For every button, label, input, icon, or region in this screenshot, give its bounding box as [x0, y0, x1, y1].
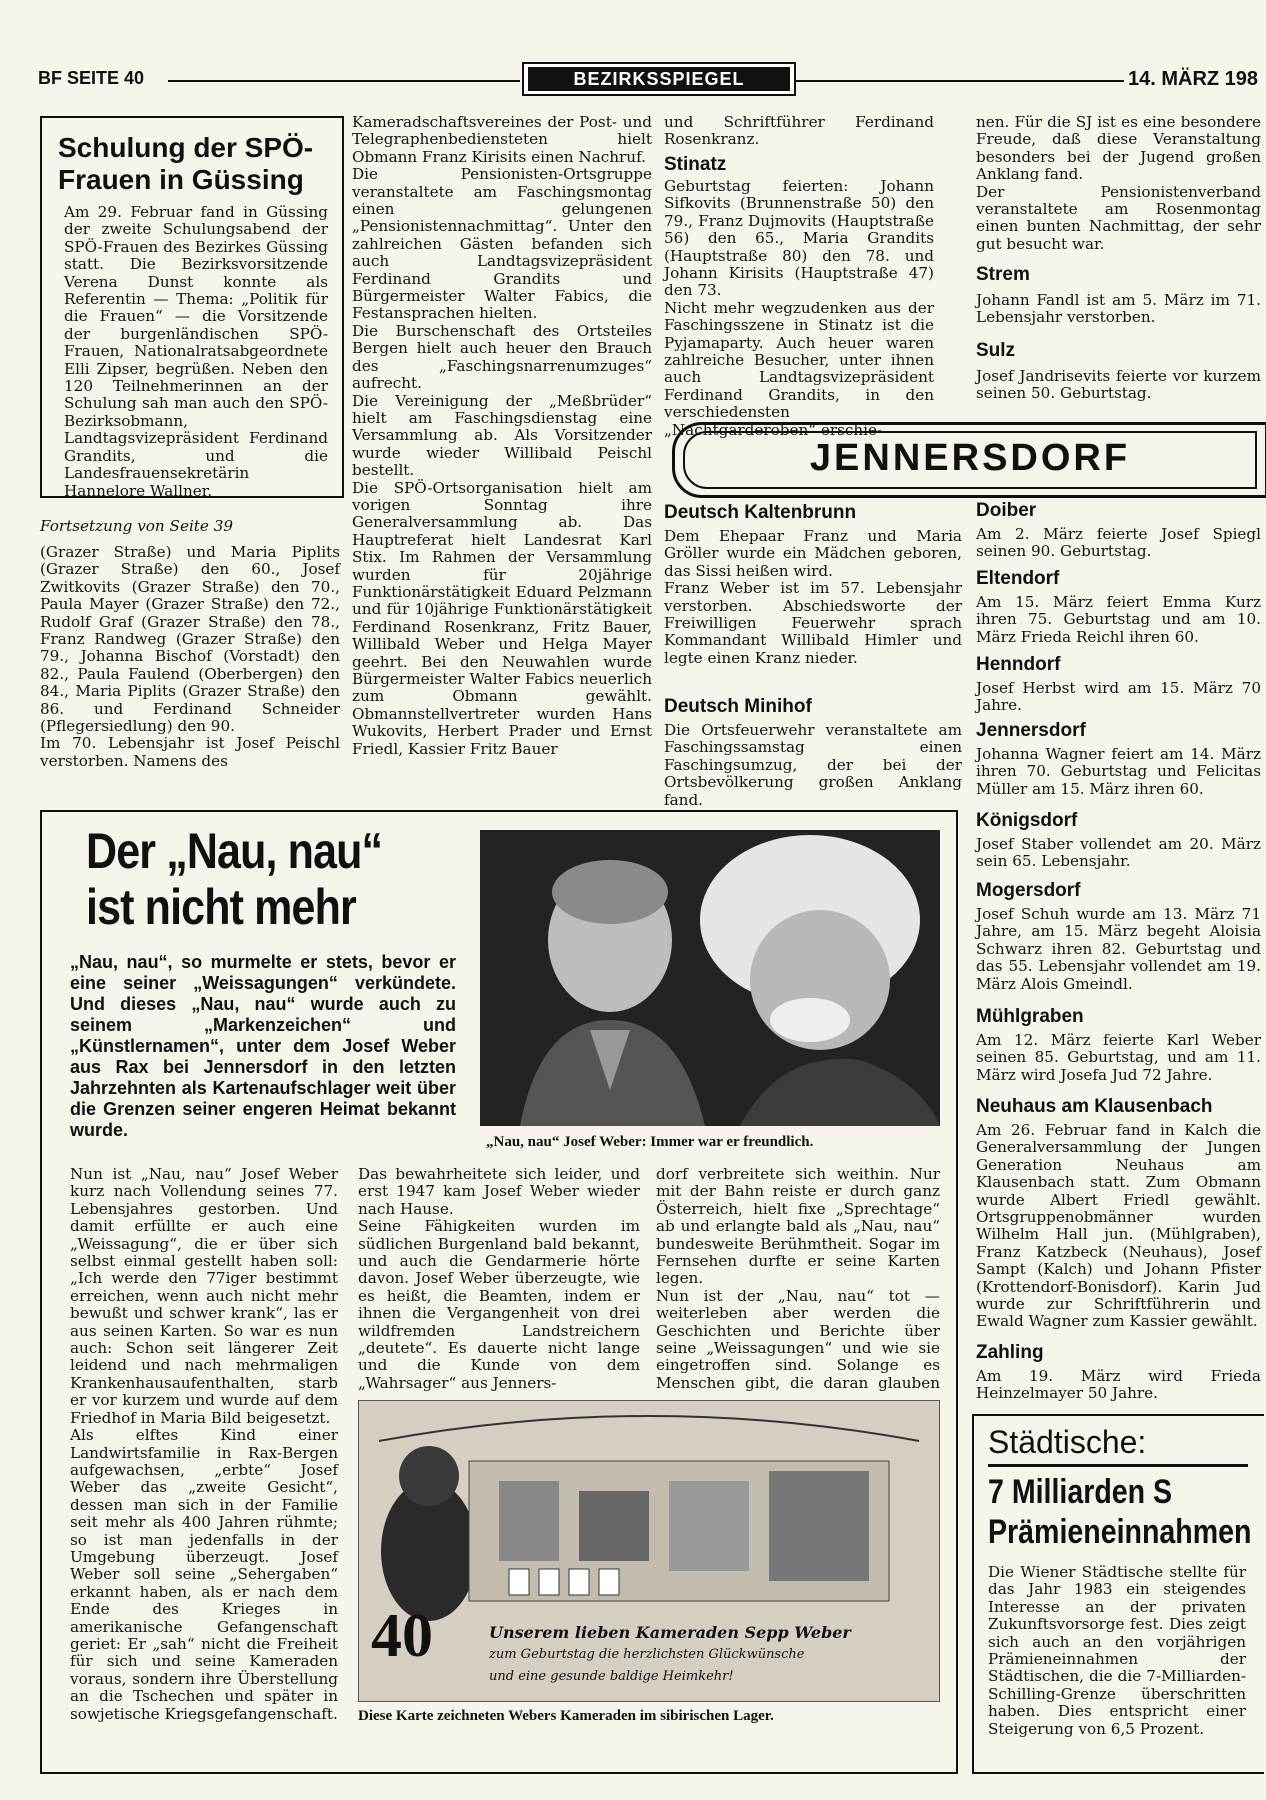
feature-headline-line2: ist nicht mehr	[86, 879, 356, 935]
jennersdorf-text: Johanna Wagner feiert am 14. März ihren 70. Geburtstag und Felicitas Müller am 15. März ihren 60.	[976, 745, 1261, 798]
page-number: BF SEITE 40	[38, 68, 145, 88]
feature-lead: „Nau, nau“, so murmelte er stets, bevor er eine seiner „Weissagungen“ verkündete. Und dieses „Nau, nau“ wurde auch zu seinem „Markenzeichen“ und „Künstlernamen“, unter dem Josef Weber aus Rax bei Jennersdorf in den letzten Jahrzehnten als Kartenaufschlager weit über die Grenzen seiner engeren Heimat bekannt wurde.	[70, 952, 456, 1140]
col4-intro: nen. Für die SJ ist es eine besondere Freude, daß diese Veranstaltung besonders bei der Jugend großen Anklang fand. Der Pensionistenverband veranstaltete am Rosenmontag einen bunten Nachmittag, der sehr gut besucht war.	[976, 113, 1261, 253]
header-rule-right	[794, 80, 1124, 82]
schulung-headline: Schulung der SPÖ-Frauen in Güssing	[58, 132, 314, 195]
jennersdorf-banner	[672, 422, 1266, 498]
section-label-box	[522, 62, 796, 96]
mogersdorf-heading: Mogersdorf	[976, 880, 1081, 901]
staedtische-headline-2: Prämieneinnahmen	[988, 1513, 1252, 1551]
zahling-text: Am 19. März wird Frieda Heinzelmayer 50 Jahre.	[976, 1367, 1261, 1403]
neuhaus-text: Am 26. Februar fand in Kalch die Generalversammlung der Jungen Generation Neuhaus am Klausenbach statt. Zum Obmann wurde Albert Friedl gewählt. Ortsgruppenobmänner wurden Wilhelm Hall jun. (Mühlgraben), Franz Katzbeck (Neuhaus), Josef Sampt (Kalch) und Johann Pfister (Krottendorf-Bonisdorf). Karin Jud wurde zur Schriftführerin und Ewald Wagner zum Kassier gewählt.	[976, 1121, 1261, 1331]
koenigsdorf-heading: Königsdorf	[976, 810, 1078, 831]
feature-col1: Nun ist „Nau, nau“ Josef Weber kurz nach Vollendung seines 77. Lebensjahres gestorben. Und damit erfüllte er auch eine „Weissagung“, die er über sich selbst einmal gestellt haben soll: „Ich werde den 77iger bestimmt erreichen, wenn auch nicht mehr bewußt und schwer krank“, las er aus seinen Karten. So war es nun auch: Schon seit längerer Zeit leidend und nach mehrmaligen Krankenhausaufenthalten, starb er vor kurzem und wurde auf dem Friedhof in Maria Bild beigesetzt. Als elftes Kind einer Landwirtsfamilie in Rax-Bergen aufgewachsen, „erbte“ Josef Weber das „zweite Gesicht“, dessen man sich in der Familie seit mehr als 400 Jahren rühmte; so ist man jedenfalls in der Umgebung überzeugt. Josef Weber soll seine „Sehergaben“ erkannt haben, als er nach dem Ende des Krieges in amerikanische Gefangenschaft geriet: Er „sah“ nicht die Freiheit für sich und seine Kameraden voraus, sondern ihre Überstellung an die Tschechen und später in sowjetische Kriegsgefangenschaft.	[70, 1165, 338, 1723]
schulung-text: Am 29. Februar fand in Güssing der zweite Schulungsabend der SPÖ-Frauen des Bezirkes Güssing statt. Die Bezirksvorsitzende Verena Dunst konnte als Referentin — Thema: „Politik für die Frauen“ — die Vorsitzende der burgenländischen SPÖ-Frauen, Nationalratsabgeordnete Elli Zipser, begrüßen. Neben den 120 Teilnehmerinnen an der Schulung sah man auch den SPÖ-Bezirksobmann, Landtagsvizepräsident Ferdinand Grandits, und die Landesfrauensekretärin Hannelore Wallner.	[64, 203, 328, 500]
card-caption: Diese Karte zeichneten Webers Kameraden im sibirischen Lager.	[358, 1708, 774, 1724]
sulz-heading: Sulz	[976, 340, 1016, 361]
henndorf-heading: Henndorf	[976, 654, 1061, 675]
stinatz-heading: Stinatz	[664, 154, 727, 175]
mogersdorf-text: Josef Schuh wurde am 13. März 71 Jahre, am 15. März begeht Aloisia Schwarz ihren 82. Geburtstag und das 55. Lebensjahr vollendet am 19. März Alois Gmeindl.	[976, 905, 1261, 993]
col2-text: Kameradschaftsvereines der Post- und Telegraphenbediensteten hielt Obmann Franz Kirisits einen Nachruf. Die Pensionisten-Ortsgruppe veranstaltete am Faschingsmontag einen gelungenen „Pensionistennachmittag“. Unter den zahlreichen Gästen befanden sich auch Landtagsvizepräsident Ferdinand Grandits und Bürgermeister Walter Fabics, die Festansprachen hielten. Die Burschenschaft des Ortsteiles Bergen hielt auch heuer den Brauch des „Faschingsnarrenumzuges“ aufrecht. Die Vereinigung der „Meßbrüder“ hielt am Faschingsdienstag eine Versammlung ab. Als Vorsitzender wurde wieder Willibald Peischl bestellt. Die SPÖ-Ortsorganisation hielt am vorigen Sonntag ihre Generalversammlung ab. Das Hauptreferat hielt Landesrat Karl Stix. Im Rahmen der Versammlung wurden für 20jährige Funktionärstätigkeit Eduard Pelzmann und für 10jährige Funktionärstätigkeit Ferdinand Rosenkranz, Fritz Bauer, Willibald Weber und Helga Mayer geehrt. Bei den Neuwahlen wurde Bürgermeister Walter Fabics neuerlich zum Obmann gewählt. Obmannstellvertreter wurden Hans Wukovits, Herbert Prader und Ernst Friedl, Kassier Fritz Bauer	[352, 113, 652, 758]
muehlgraben-heading: Mühlgraben	[976, 1006, 1084, 1027]
feature-col3: dorf verbreitete sich weithin. Nur mit der Bahn reiste er durch ganz Österreich, hielt fixe „Sprechtage“ ab und erlangte bald als „Nau, nau“ bundesweite Berühmtheit. Sogar im Fernsehen durfte er seine Karten legen. Nun ist der „Nau, nau“ tot — weiterleben aber werden die Geschichten und Berichte über seine „Weissagungen“ und wie sie eingetroffen sind. Solange es Menschen gibt, die daran glauben	[656, 1165, 940, 1392]
section-label: BEZIRKSSPIEGEL	[528, 67, 790, 91]
col1-text: (Grazer Straße) und Maria Piplits (Grazer Straße) den 60., Josef Zwitkovits (Grazer Straße) den 70., Paula Mayer (Grazer Straße) den 72., Rudolf Graf (Grazer Straße) den 78., Franz Randweg (Grazer Straße) den 79., Johanna Bischof (Vorstadt) den 82., Paula Faulend (Oberbergen) den 84., Maria Piplits (Grazer Straße) den 86. und Ferdinand Schneider (Pflegersiedlung) den 90. Im 70. Lebensjahr ist Josef Peischl verstorben. Namens des	[40, 543, 340, 770]
continued-note: Fortsetzung von Seite 39	[40, 517, 234, 535]
stinatz-text: Geburtstag feierten: Johann Sifkovits (Brunnenstraße 50) den 79., Franz Dujmovits (Hauptstraße 56) den 65., Maria Grandits (Hauptstraße 80) den 78. und Johann Kirisits (Hauptstraße 47) den 73. Nicht mehr wegzudenken aus der Faschingsszene in Stinatz ist die Pyjamaparty. Auch heuer waren zahlreiche Besucher, unter ihnen auch Landtagsvizepräsident Ferdinand Grandits, in den verschiedensten „Nachtgarderoben“ erschie-	[664, 177, 934, 439]
card-text-3: und eine gesunde baldige Heimkehr!	[489, 1669, 734, 1684]
deutsch-minihof-heading: Deutsch Minihof	[664, 696, 812, 717]
henndorf-text: Josef Herbst wird am 15. März 70 Jahre.	[976, 679, 1261, 715]
deutsch-kaltenbrunn-heading: Deutsch Kaltenbrunn	[664, 502, 857, 523]
col3-intro: und Schriftführer Ferdinand Rosenkranz.	[664, 113, 934, 149]
muehlgraben-text: Am 12. März feierte Karl Weber seinen 85. Geburtstag, und am 11. März wird Josefa Jud 72 Jahre.	[976, 1031, 1261, 1084]
strem-text: Johann Fandl ist am 5. März im 71. Lebensjahr verstorben.	[976, 291, 1261, 327]
photo-caption: „Nau, nau“ Josef Weber: Immer war er freundlich.	[486, 1134, 814, 1150]
weber-photo	[480, 830, 940, 1126]
card-number: 40	[371, 1602, 433, 1670]
koenigsdorf-text: Josef Staber vollendet am 20. März sein 65. Lebensjahr.	[976, 835, 1261, 871]
header-rule-left	[168, 80, 520, 82]
staedtische-rule	[988, 1464, 1248, 1467]
staedtische-text: Die Wiener Städtische stellte für das Jahr 1983 ein steigendes Interesse an der privaten Zukunftsvorsorge fest. Dies zeigt sich auch an den vorjährigen Prämieneinnahmen der Städtischen, die die 7-Milliarden-Schilling-Grenze überschritten haben. Dies entspricht einer Steigerung von 6,5 Prozent.	[988, 1563, 1246, 1738]
neuhaus-heading: Neuhaus am Klausenbach	[976, 1096, 1213, 1117]
jennersdorf-heading: Jennersdorf	[976, 720, 1086, 741]
doiber-heading: Doiber	[976, 500, 1037, 521]
feature-headline-line1: Der „Nau, nau“	[86, 823, 383, 879]
jennersdorf-title: JENNERSDORF	[809, 437, 1131, 479]
deutsch-minihof-text: Die Ortsfeuerwehr veranstaltete am Faschingssamstag einen Faschingsumzug, der bei der Ortsbevölkerung großen Anklang fand.	[664, 721, 962, 809]
eltendorf-heading: Eltendorf	[976, 568, 1060, 589]
feature-col2: Das bewahrheitete sich leider, und erst 1947 kam Josef Weber wieder nach Hause. Seine Fähigkeiten wurden im südlichen Burgenland bald bekannt, und auch die Gendarmerie hörte davon. Josef Weber überzeugte, wie es heißt, die Beamten, indem er ihnen die Vergangenheit von drei wildfremden Landstreichern „deutete“. Es dauerte nicht lange und die Kunde von dem „Wahrsager“ aus Jenners-	[358, 1165, 640, 1392]
card-text-2: zum Geburtstag die herzlichsten Glückwünsche	[489, 1647, 805, 1662]
doiber-text: Am 2. März feierte Josef Spiegl seinen 90. Geburtstag.	[976, 525, 1261, 561]
issue-date: 14. MÄRZ 198	[1128, 68, 1259, 90]
strem-heading: Strem	[976, 264, 1030, 285]
schulung-box	[40, 116, 344, 498]
birthday-card-image	[358, 1400, 940, 1702]
staedtische-box	[972, 1414, 1264, 1774]
sulz-text: Josef Jandrisevits feierte vor kurzem seinen 50. Geburtstag.	[976, 367, 1261, 403]
staedtische-label: Städtische:	[988, 1424, 1147, 1460]
eltendorf-text: Am 15. März feiert Emma Kurz ihren 75. Geburtstag und am 10. März Frieda Reichl ihren 60.	[976, 593, 1261, 646]
staedtische-headline-1: 7 Milliarden S	[988, 1473, 1173, 1511]
card-text-1: Unserem lieben Kameraden Sepp Weber	[489, 1623, 851, 1642]
zahling-heading: Zahling	[976, 1342, 1044, 1363]
deutsch-kaltenbrunn-text: Dem Ehepaar Franz und Maria Gröller wurde ein Mädchen geboren, das Sissi heißen wird. Franz Weber ist im 57. Lebensjahr verstorben. Abschiedsworte der Freiwilligen Feuerwehr sprach Kommandant Willibald Himler und legte einen Kranz nieder.	[664, 527, 962, 667]
